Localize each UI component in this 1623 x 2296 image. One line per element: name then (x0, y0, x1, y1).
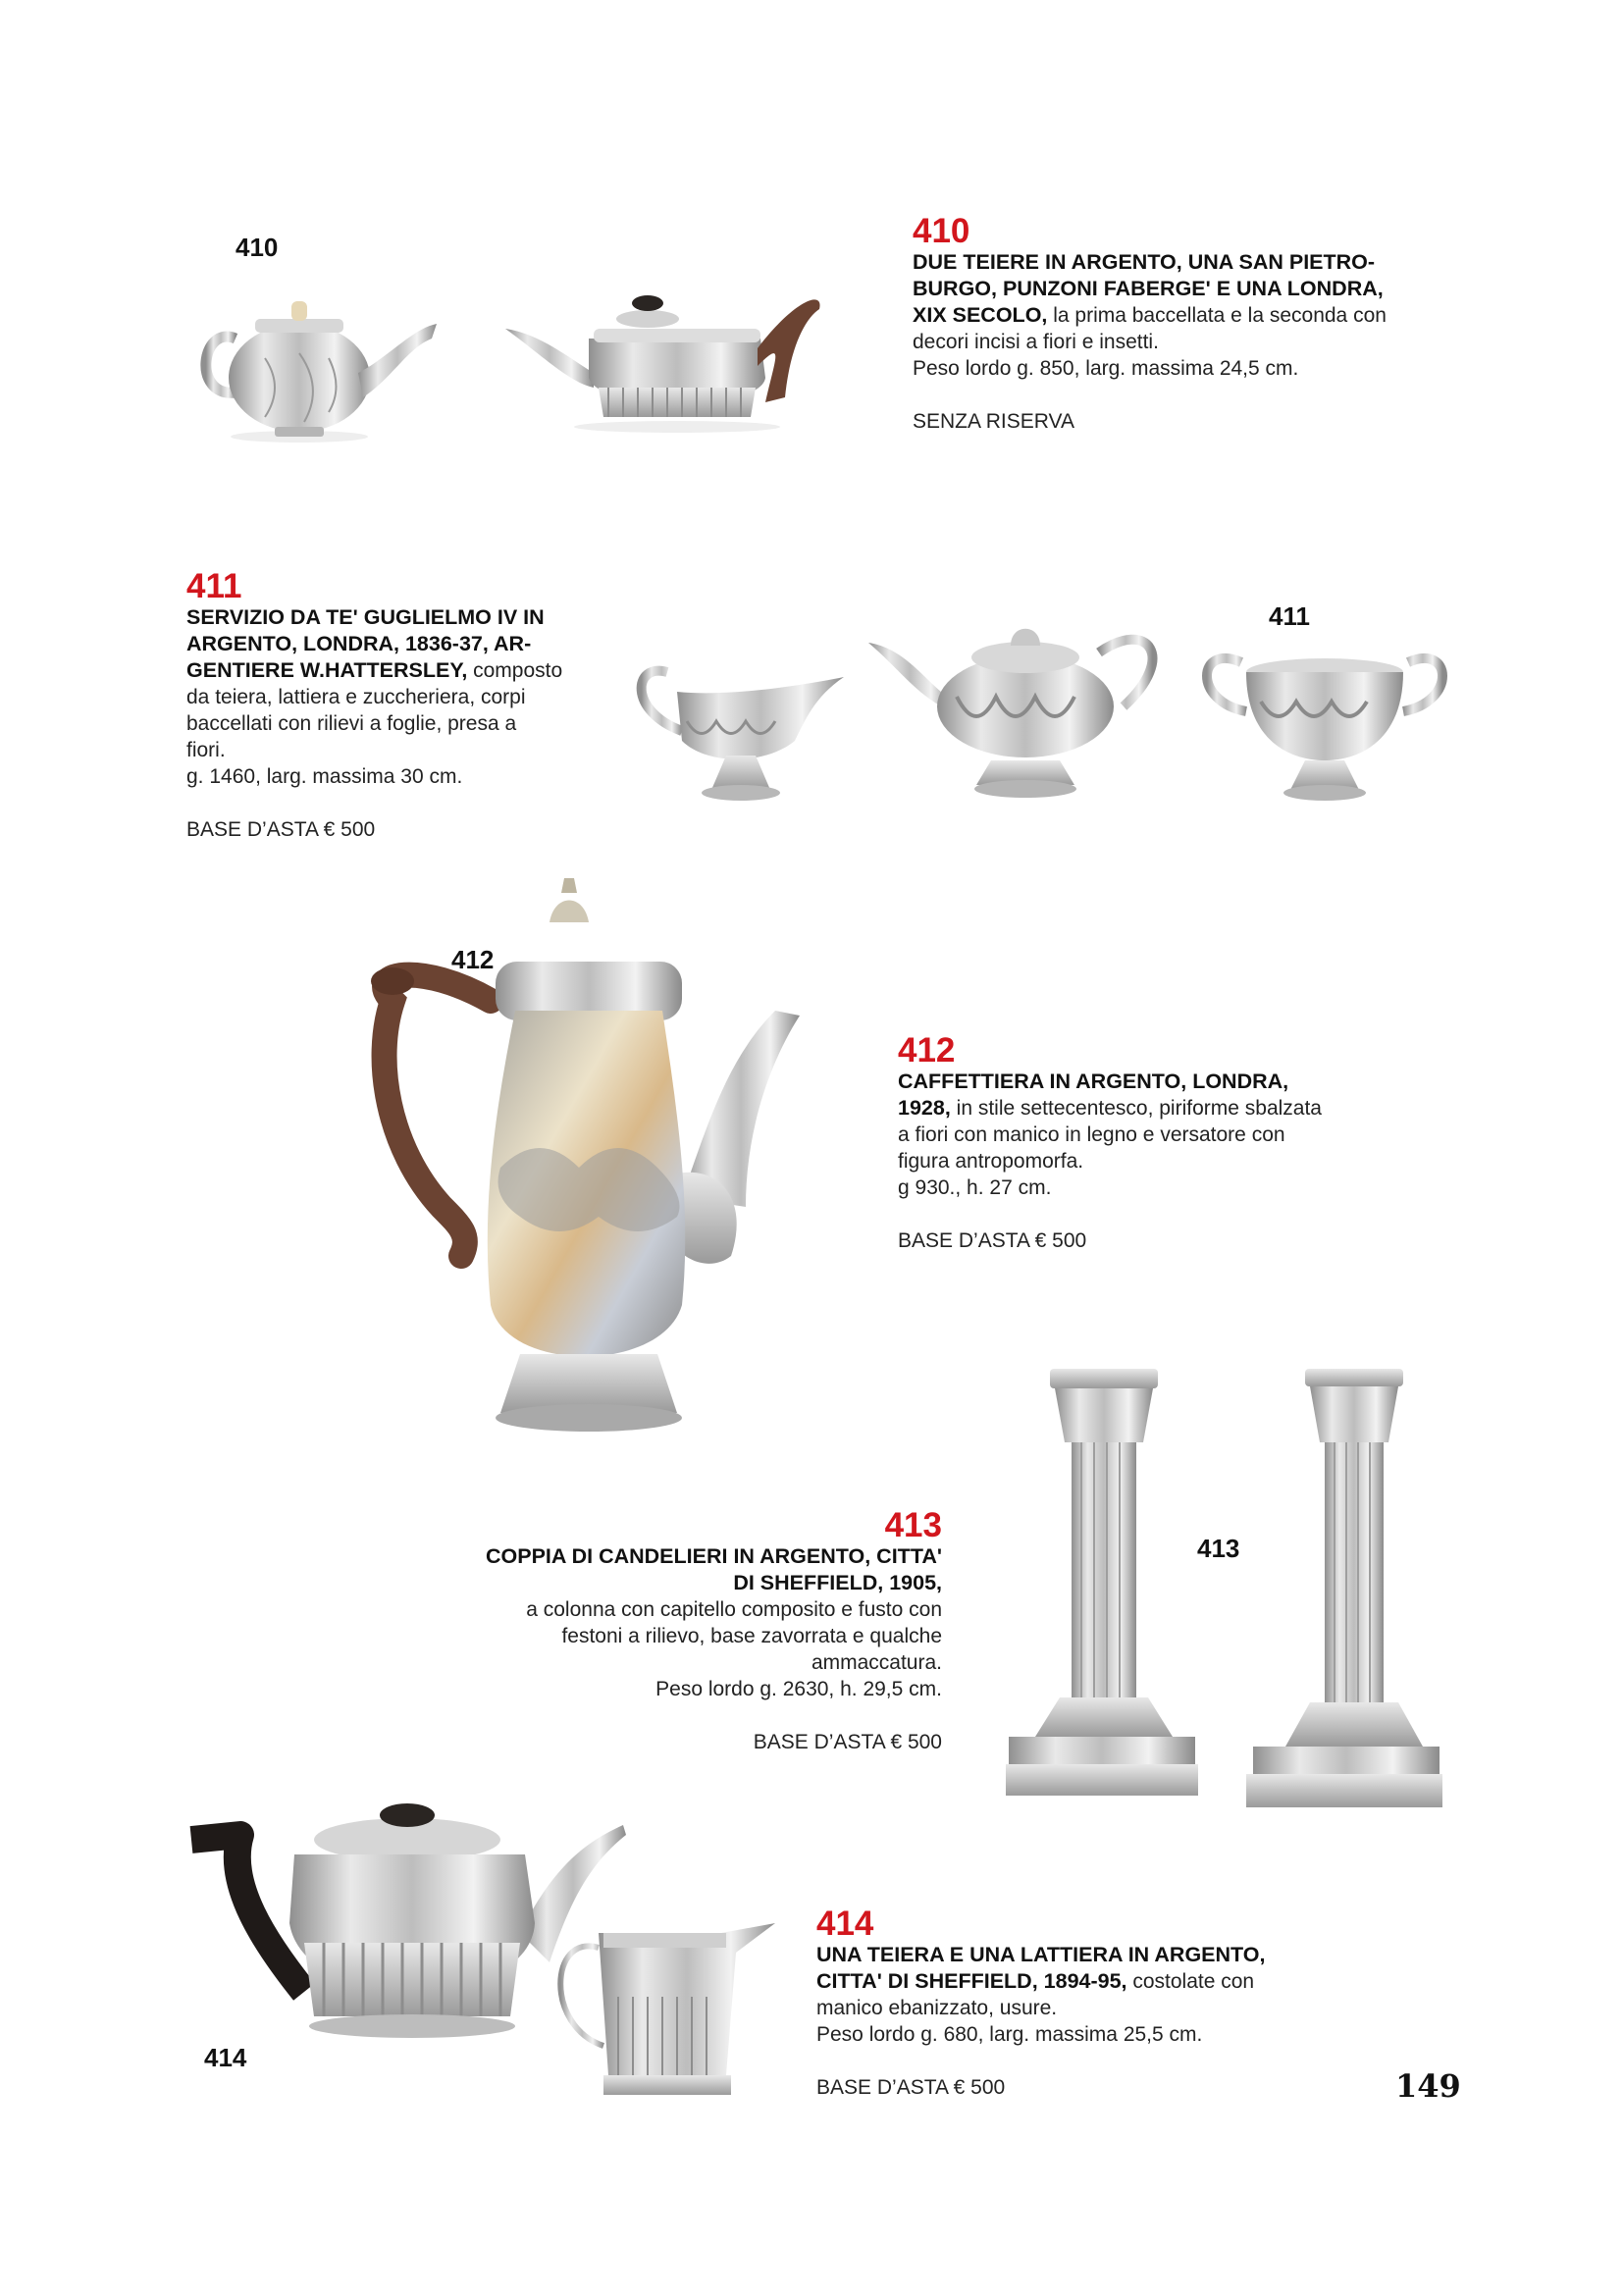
lot-410-teapot-oval-image (500, 280, 829, 437)
lot-411-estimate: BASE D’ASTA € 500 (186, 818, 376, 841)
lot-412-text (898, 1033, 1447, 1254)
lot-410-title-3: XIX SECOLO, (913, 303, 1048, 327)
lot-410-title-2: BURGO, PUNZONI FABERGE' E UNA LONDRA, (913, 277, 1384, 300)
lot-410-desc-2: Peso lordo g. 850, larg. massima 24,5 cm. (913, 357, 1299, 380)
lot-414-image-label: 414 (204, 2043, 247, 2072)
lot-410-desc-tail: la prima baccellata e la seconda con (1047, 304, 1387, 327)
lot-414-text (816, 1906, 1366, 2101)
lot-411-desc-2: baccellati con rilievi a foglie, presa a (186, 712, 517, 735)
lot-411-image-label: 411 (1269, 601, 1310, 631)
lot-413-desc-4: Peso lordo g. 2630, h. 29,5 cm. (655, 1678, 942, 1700)
lot-414-desc-2: Peso lordo g. 680, larg. massima 25,5 cm. (816, 2023, 1203, 2046)
lot-414-desc-1: manico ebanizzato, usure. (816, 1997, 1058, 2019)
lot-413-number: 413 (884, 1506, 942, 1544)
lot-414-estimate: BASE D’ASTA € 500 (816, 2076, 1006, 2099)
lot-413-title-2: DI SHEFFIELD, 1905, (733, 1571, 942, 1594)
lot-413-desc-1: a colonna con capitello composito e fusto con (526, 1598, 942, 1621)
lot-412-image-label: 412 (451, 945, 495, 974)
lot-411-sugar-bowl-image (1192, 633, 1457, 809)
lot-413-estimate: BASE D’ASTA € 500 (753, 1731, 942, 1753)
lot-410-desc-1: decori incisi a fiori e insetti. (913, 331, 1159, 353)
lot-411-title-2: ARGENTO, LONDRA, 1836-37, AR- (186, 632, 532, 655)
lot-413-image-label: 413 (1197, 1534, 1240, 1563)
lot-411-number: 411 (186, 567, 242, 605)
page-number: 149 (1395, 2067, 1461, 2105)
lot-411-text (186, 569, 599, 843)
lot-411-desc-3: fiori. (186, 739, 226, 761)
lot-410-estimate: SENZA RISERVA (913, 410, 1074, 433)
lot-414-number: 414 (816, 1905, 874, 1943)
lot-411-title-1: SERVIZIO DA TE' GUGLIELMO IV IN (186, 605, 545, 629)
lot-414-title-1: UNA TEIERA E UNA LATTIERA IN ARGENTO, (816, 1943, 1266, 1966)
lot-412-desc-3: g 930., h. 27 cm. (898, 1176, 1052, 1199)
lot-412-desc-2: figura antropomorfa. (898, 1150, 1084, 1173)
lot-410-text (913, 214, 1462, 435)
lot-414-milk-jug-image (545, 1918, 780, 2105)
lot-414-desc-tail: costolate con (1126, 1970, 1255, 1993)
lot-411-desc-4: g. 1460, larg. massima 30 cm. (186, 765, 463, 788)
lot-413-text (422, 1508, 942, 1755)
lot-411-title-3: GENTIERE W.HATTERSLEY, (186, 658, 468, 682)
lot-411-milk-jug-image (628, 652, 849, 814)
lot-412-title-2: 1928, (898, 1096, 951, 1120)
lot-413-desc-2: festoni a rilievo, base zavorrata e qualche (561, 1625, 942, 1647)
lot-413-candlestick-left-image (1001, 1364, 1202, 1815)
lot-410-image-label: 410 (236, 233, 279, 262)
lot-413-title-1: COPPIA DI CANDELIERI IN ARGENTO, CITTA' (486, 1544, 942, 1568)
lot-411-desc-tail: composto (467, 659, 563, 682)
lot-411-desc-1: da teiera, lattiera e zuccheriera, corpi (186, 686, 526, 708)
lot-412-title-1: CAFFETTIERA IN ARGENTO, LONDRA, (898, 1070, 1289, 1093)
lot-412-coffee-pot-image (334, 883, 824, 1472)
lot-410-teapot-round-image (182, 280, 446, 446)
lot-411-teapot-image (864, 599, 1178, 805)
lot-414-title-2: CITTA' DI SHEFFIELD, 1894-95, (816, 1969, 1127, 1993)
lot-412-desc-tail: in stile settecentesco, piriforme sbalzata (950, 1097, 1322, 1120)
lot-412-desc-1: a fiori con manico in legno e versatore con (898, 1123, 1285, 1146)
lot-413-candlestick-right-image (1241, 1364, 1447, 1825)
lot-412-estimate: BASE D’ASTA € 500 (898, 1229, 1087, 1252)
lot-410-number: 410 (913, 212, 970, 250)
lot-412-number: 412 (898, 1031, 956, 1070)
lot-410-title-1: DUE TEIERE IN ARGENTO, UNA SAN PIETRO- (913, 250, 1376, 274)
lot-413-desc-3: ammaccatura. (811, 1651, 942, 1674)
